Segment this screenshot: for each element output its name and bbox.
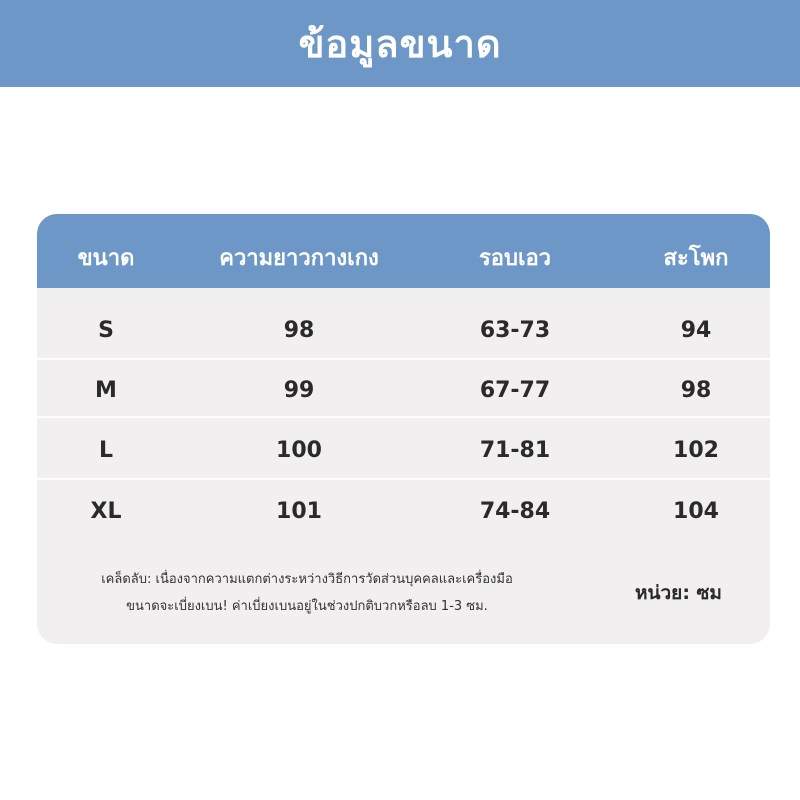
cell-waist: 71-81 [479,438,551,463]
measurement-tip [57,566,557,620]
size-table-card [37,214,770,644]
cell-length: 99 [283,378,315,403]
cell-size: XL [90,499,122,524]
cell-hip: 102 [673,438,719,463]
row-divider [37,478,770,480]
cell-waist: 74-84 [479,499,551,524]
page-title: ข้อมูลขนาด [298,22,502,66]
cell-length: 100 [276,438,322,463]
row-divider [37,416,770,418]
cell-hip: 94 [680,318,712,343]
tip-line: เคล็ดลับ: เนื่องจากความแตกต่างระหว่างวิธีการวัดส่วนบุคคลและเครื่องมือ [101,572,513,587]
tip-line: ขนาดจะเบี่ยงเบน! ค่าเบี่ยงเบนอยู่ในช่วงปกติบวกหรือลบ 1-3 ซม. [126,599,488,614]
cell-size: M [95,378,117,403]
cell-length: 101 [276,499,322,524]
cell-size: S [98,318,114,343]
header-size: ขนาด [77,246,135,271]
cell-hip: 104 [673,499,719,524]
unit-label: หน่วย: ซม [635,582,722,604]
cell-waist: 67-77 [479,378,551,403]
table-header [37,214,770,288]
cell-size: L [98,438,114,463]
cell-length: 98 [283,318,315,343]
cell-hip: 98 [680,378,712,403]
row-divider [37,358,770,360]
cell-waist: 63-73 [479,318,551,343]
title-banner [0,0,800,87]
header-hip: สะโพก [663,246,729,271]
header-length: ความยาวกางเกง [219,246,379,271]
header-waist: รอบเอว [478,246,552,271]
